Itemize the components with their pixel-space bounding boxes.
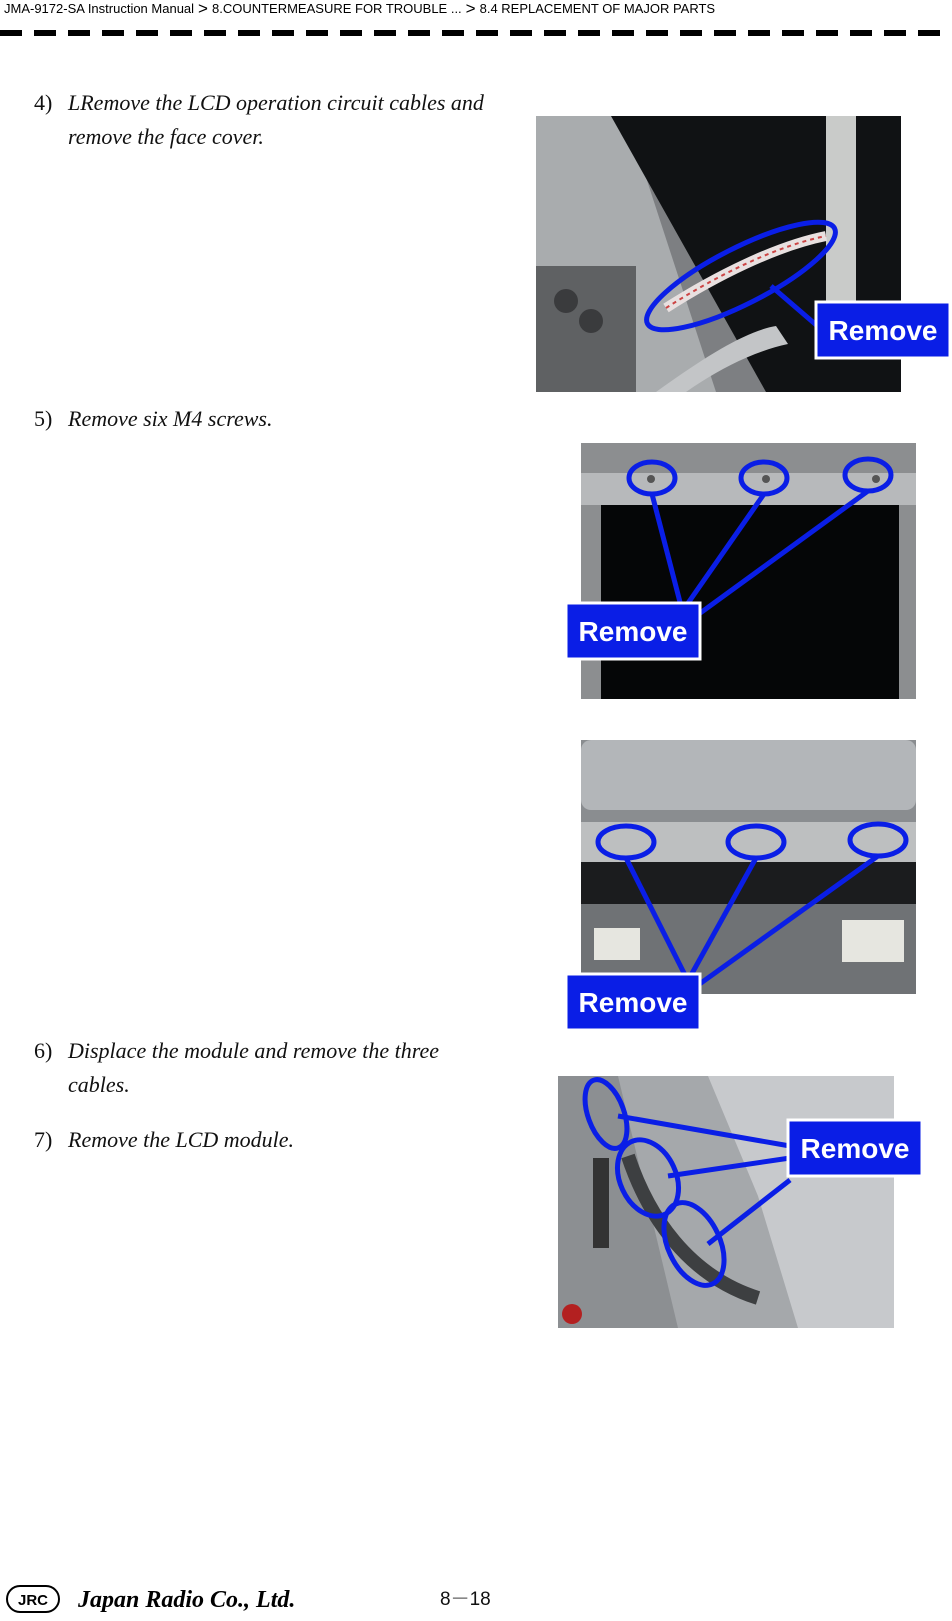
step-text: LRemove the LCD operation circuit cables and remove the face cover. [68,90,484,149]
breadcrumb-separator: > [465,0,476,18]
step-text: Remove six M4 screws. [68,406,273,431]
step-4 [34,86,498,154]
step-number: 4) [34,90,53,115]
photo-lcd-cables [558,1076,926,1328]
step-text: Displace the module and remove the three cables. [68,1038,440,1097]
header-dashed-rule [0,30,952,36]
step-6 [34,1034,498,1102]
photo-face-cover-cables [536,116,950,392]
breadcrumb-separator: > [198,0,208,18]
step-5 [34,402,498,436]
company-name: Japan Radio Co., Ltd. [78,1587,296,1613]
photo-bottom-screws [566,740,916,1030]
breadcrumb [4,0,715,18]
callout-remove-label: Remove [828,315,938,346]
breadcrumb-manual[interactable]: JMA-9172-SA Instruction Manual [4,1,195,16]
breadcrumb-chapter[interactable]: 8.COUNTERMEASURE FOR TROUBLE ... [211,1,462,16]
callout-remove-label: Remove [800,1133,910,1164]
step-7 [34,1123,498,1157]
page-number: 8－18 [440,1589,491,1610]
step-number: 5) [34,406,53,431]
callout-remove-label: Remove [578,616,688,647]
step-number: 6) [34,1038,53,1063]
callout-remove-label: Remove [578,987,688,1018]
step-number: 7) [34,1127,53,1152]
step-text: Remove the LCD module. [68,1127,295,1152]
jrc-logo-mark: JRC [17,1592,49,1609]
company-logo [6,1580,306,1621]
breadcrumb-section[interactable]: 8.4 REPLACEMENT OF MAJOR PARTS [479,1,716,16]
photo-top-screws [566,443,916,699]
